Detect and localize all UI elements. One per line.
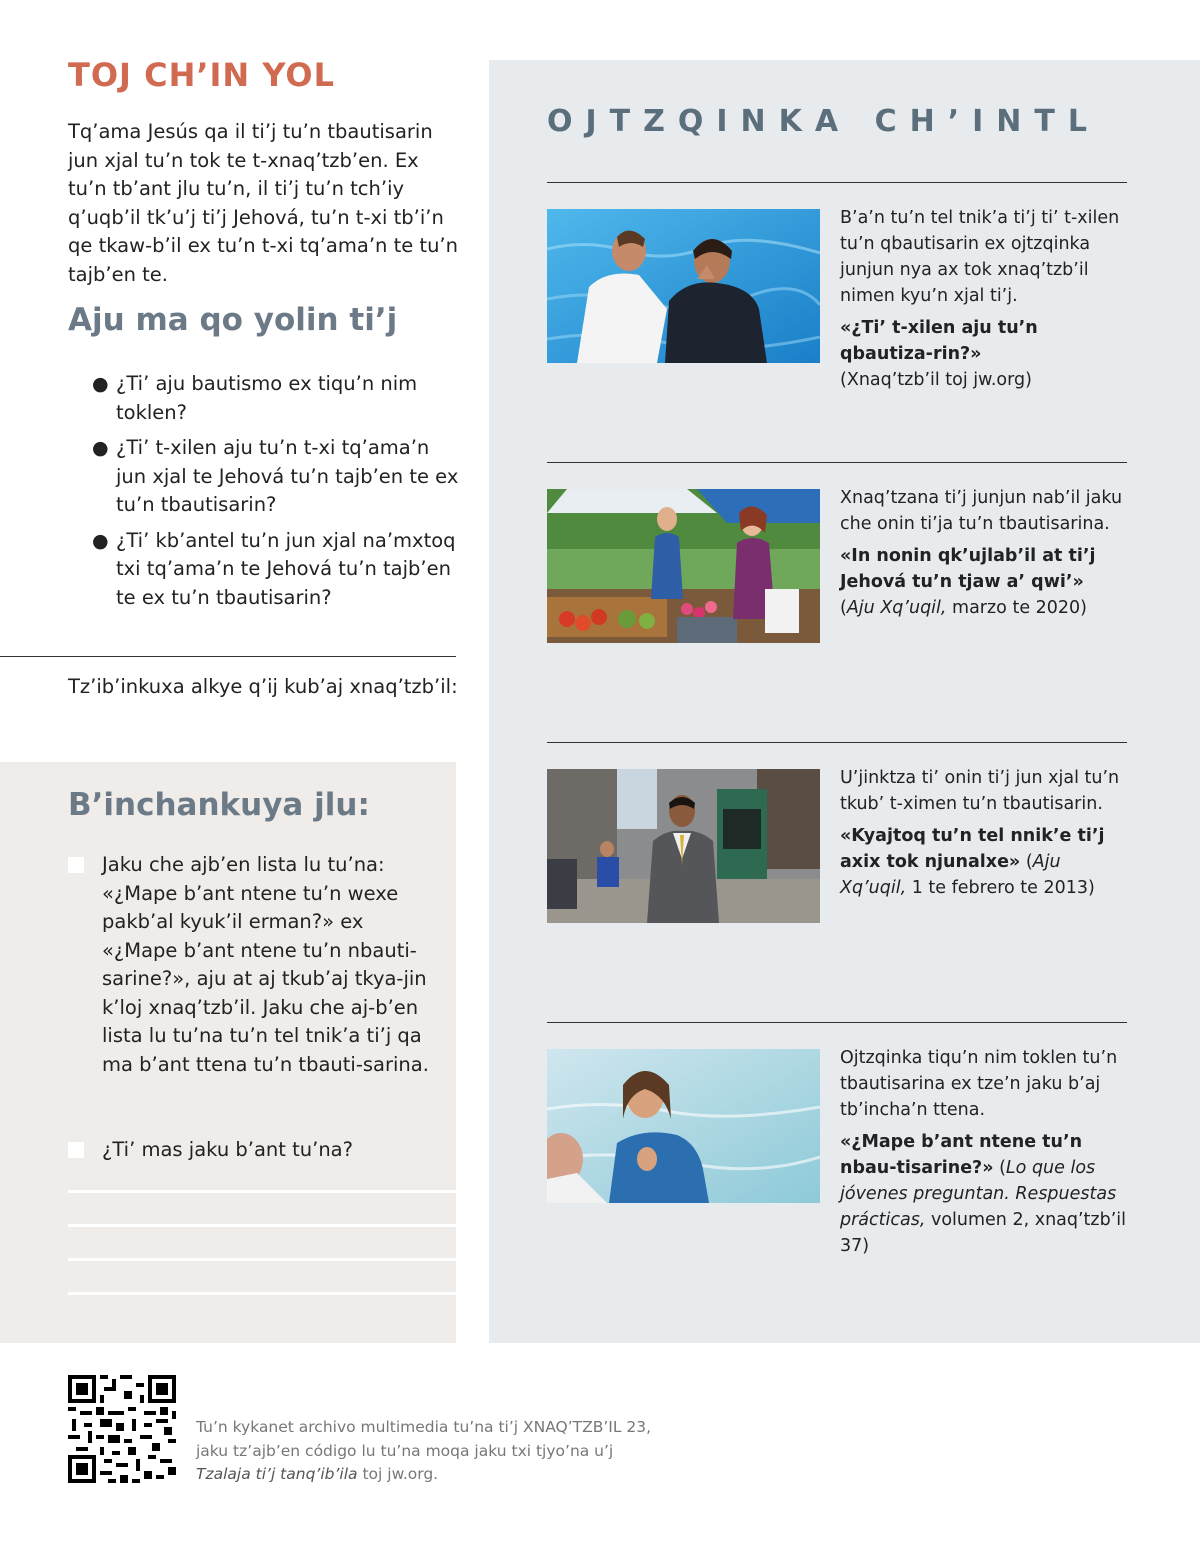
write-line[interactable]: [68, 1258, 456, 1261]
card-reference-title[interactable]: «Kyajtoq tu’n tel nnik’e ti’j axix tok njunalxe»: [840, 826, 1105, 872]
try-title: B’inchankuya jlu:: [68, 787, 370, 823]
checklist-item: Jaku che ajb’en lista lu tu’na: «¿Mape b’ant ntene tu’n wexe pakb’al kyuk’il erman?» ex «¿Mape b’ant ntene tu’n nbauti-sarine?», aju at aj tkub’aj tkya-jin k’loj xnaq’tzb’il. Jaku che aj-b’en lista lu tu’na tu’n tel tnik’a ti’j qa ma b’ant ttena tu’n tbauti-sarina.: [68, 851, 440, 1079]
explore-card: [840, 485, 1132, 621]
card-description: Ojtzqinka tiqu’n nim toklen tu’n tbautisarina ex tze’n jaku b’aj tb’incha’n ttena.: [840, 1048, 1118, 1120]
review-item: ● ¿Ti’ t-xilen aju tu’n t-xi tq’ama’n jun xjal te Jehová tu’n tajb’en te ex tu’n tbautisarin?: [92, 436, 459, 516]
card-description: U’jinktza ti’ onin ti’j jun xjal tu’n tkub’ t-ximen tu’n tbautisarin.: [840, 768, 1120, 814]
card-description: B’a’n tu’n tel tnik’a ti’j ti’ t-xilen tu’n qbautisarin ex ojtzqinka junjun nya ax tok xnaq’tzb’il nimen kyu’n xjal ti’j.: [840, 208, 1120, 306]
explore-card: [840, 205, 1132, 393]
bullet-icon: ●: [92, 437, 109, 459]
city-street-photo[interactable]: [547, 769, 820, 923]
explore-card: U’jinktza ti’ onin ti’j jun xjal tu’n tkub’ t-ximen tu’n tbautisarin. «Kyajtoq tu’n tel nnik’e ti’j axix tok njunalxe» (Aju Xq’uqil, 1 te febrero te 2013): [840, 765, 1132, 901]
card-source: (Aju Xq’uqil, marzo te 2020): [840, 598, 1088, 618]
summary-title: TOJ CH’IN YOL: [68, 56, 335, 94]
date-note-label: Tz’ib’inkuxa alkye q’ij kub’aj xnaq’tzb’il:: [68, 675, 458, 698]
baptism-pool-photo[interactable]: [547, 209, 820, 363]
write-line[interactable]: [68, 1190, 456, 1193]
divider: [547, 462, 1127, 463]
qr-code-icon[interactable]: [68, 1375, 176, 1483]
market-stall-photo[interactable]: [547, 489, 820, 643]
card-reference-title[interactable]: «¿Mape b’ant ntene tu’n nbau-tisarine?»: [840, 1132, 1083, 1178]
explore-card: Ojtzqinka tiqu’n nim toklen tu’n tbautisarina ex tze’n jaku b’aj tb’incha’n ttena. «¿Mape b’ant ntene tu’n nbau-tisarine?» (Lo que los jóvenes preguntan. Respuestas prácticas, volumen 2, xnaq’tzb’il 37): [840, 1045, 1132, 1259]
write-line[interactable]: [68, 1292, 456, 1295]
card-source: (Xnaq’tzb’il toj jw.org): [840, 370, 1032, 390]
divider: [547, 1022, 1127, 1023]
divider: [0, 656, 456, 657]
review-item: ● ¿Ti’ aju bautismo ex tiqu’n nim toklen?: [92, 372, 418, 424]
review-title: Aju ma qo yolin ti’j: [68, 302, 398, 338]
footer-note: Tu’n kykanet archivo multimedia tu’na ti’j XNAQ’TZB’IL 23, jaku tz’ajb’en código lu tu’na moqa jaku txi tjyo’na u’j Tzalaja ti’j tanq’ib’ila toj jw.org.: [196, 1418, 652, 1483]
bullet-icon: ●: [92, 529, 109, 552]
divider: [547, 182, 1127, 183]
young-woman-baptism-photo[interactable]: [547, 1049, 820, 1203]
write-line[interactable]: [68, 1224, 456, 1227]
card-description: Xnaq’tzana ti’j junjun nab’il jaku che onin ti’ja tu’n tbautisarina.: [840, 488, 1123, 534]
divider: [547, 742, 1127, 743]
review-item: ● ¿Ti’ kb’antel tu’n jun xjal na’mxtoq txi tq’ama’n te Jehová tu’n tajb’en te ex tu’n tbautisarin?: [92, 528, 456, 609]
checklist-item: ¿Ti’ mas jaku b’ant tu’na?: [68, 1136, 440, 1165]
checkbox-icon[interactable]: [68, 1142, 84, 1158]
card-reference-title[interactable]: «¿Ti’ t-xilen aju tu’n qbautiza-rin?»: [840, 318, 1038, 364]
intro-paragraph: Tq’ama Jesús qa il ti’j tu’n tbautisarin jun xjal tu’n tok te t-xnaq’tzb’en. Ex tu’n tb’ant jlu tu’n, il ti’j tu’n tch’iy q’uqb’il tk’u’j ti’j Jehová, tu’n t-xi tb’i’n qe tkaw-b’il ex tu’n t-xi tq’ama’n te tu’n tajb’en te.: [68, 120, 458, 286]
checkbox-icon[interactable]: [68, 857, 84, 873]
bullet-icon: ●: [92, 373, 109, 395]
review-list: [92, 370, 460, 619]
card-reference-title[interactable]: «In nonin qk’ujlab’il at ti’j Jehová tu’n tjaw a’ qwi’»: [840, 546, 1096, 592]
explore-title: OJTZQINKA CH’INTL: [547, 104, 1100, 139]
